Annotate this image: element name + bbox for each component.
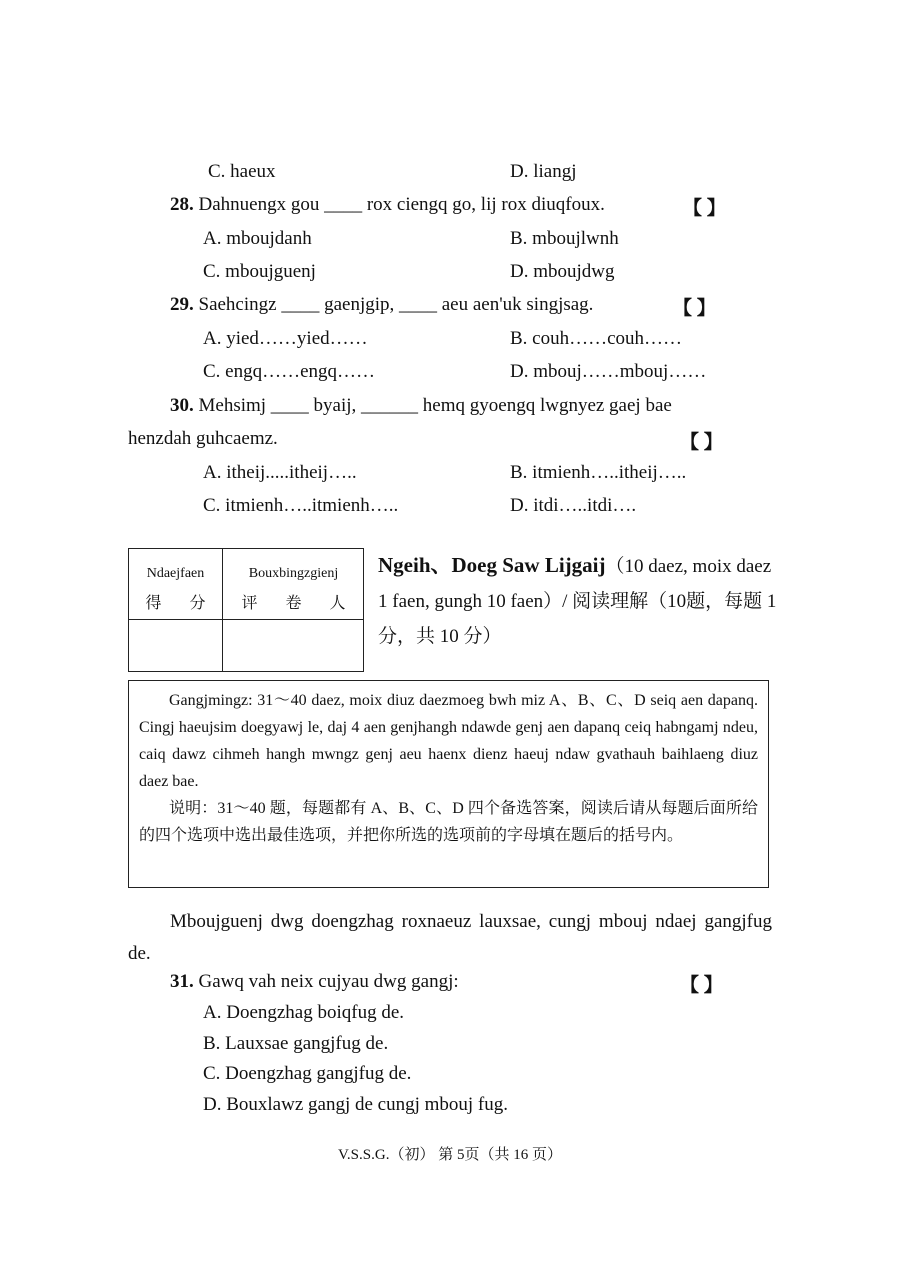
q27-option-c: C. haeux [208,161,276,182]
instructions-chinese: 说明：31～40 题，每题都有 A、B、C、D 四个备选答案，阅读后请从每题后面所给的四个选项中选出最佳选项，并把你所选的选项前的字母填在题后的括号内。 [139,800,758,844]
q27-option-d: D. liangj [510,161,577,182]
q28-option-b: B. mboujlwnh [510,228,619,249]
question-number: 29. [170,294,194,315]
q29-option-d: D. mbouj……mbouj…… [510,361,707,382]
q31-option-c: C. Doengzhag gangjfug de. [203,1063,412,1084]
q30-option-b: B. itmienh…..itheij….. [510,462,687,483]
answer-bracket: 【 】 [680,975,723,996]
answer-bracket: 【 】 [680,432,723,453]
question-number: 30. [170,395,194,416]
question-29 [170,293,593,317]
grader-label-cn: 评 卷 人 [241,595,358,612]
question-number: 28. [170,194,194,215]
section-title: Ngeih、Doeg Saw Lijgaij [378,553,606,577]
question-text: Dahnuengx gou ____ rox ciengq go, lij rox diuqfoux. [198,194,605,215]
question-31 [170,970,459,994]
grader-label: Bouxbingzgienj [248,566,339,581]
question-30-continued: henzdah guhcaemz. [128,428,278,449]
question-text: Mehsimj ____ byaij, ______ hemq gyoengq lwgnyez gaej bae [198,395,672,416]
question-text: Saehcingz ____ gaenjgip, ____ aeu aen'uk singjsag. [198,294,594,315]
score-label-cn: 得 分 [145,595,218,612]
q30-option-c: C. itmienh…..itmienh….. [203,495,399,516]
q30-option-d: D. itdi…..itdi…. [510,495,637,516]
question-number: 31. [170,971,194,992]
page-footer: V.S.S.G.（初） 第 5页（共 16 页） [338,1147,562,1163]
question-28 [170,193,605,217]
q29-option-b: B. couh……couh…… [510,328,683,349]
instructions-box [128,680,769,888]
q28-option-c: C. mboujguenj [203,261,316,282]
q31-option-b: B. Lauxsae gangjfug de. [203,1033,389,1054]
question-text: Gawq vah neix cujyau dwg gangj: [198,971,459,992]
q29-option-c: C. engq……engq…… [203,361,376,382]
section-heading [378,548,778,654]
answer-bracket: 【 】 [673,298,716,319]
section-details: （10 daez, moix daez 1 faen, gungh 10 faen）/ 阅读理解（10题，每题 1 分，共 10 分） [378,556,777,647]
grader-cell[interactable] [223,620,364,672]
q29-option-a: A. yied……yied…… [203,328,368,349]
score-table [128,548,364,672]
reading-passage: Mboujguenj dwg doengzhag roxnaeuz lauxsae, cungj mbouj ndaej gangjfug de. [128,911,772,964]
answer-bracket: 【 】 [683,198,726,219]
q28-option-a: A. mboujdanh [203,228,312,249]
q28-option-d: D. mboujdwg [510,261,615,282]
instructions-zhuang: Gangjmingz: 31～40 daez, moix diuz daezmoeg bwh miz A、B、C、D seiq aen dapanq. Cingj haeujsim doegyawj le, daj 4 aen genjhangh ndawde genj aen dapanq ceiq habngamj ndeu, caiq dawz cihmeh hangh mwngz genj aeu haenx dienz haeuj ndaw gvathauh baihlaeng diuz daez bae. [139,692,758,790]
q30-option-a: A. itheij.....itheij….. [203,462,357,483]
question-30 [170,394,672,418]
q31-option-a: A. Doengzhag boiqfug de. [203,1002,405,1023]
score-cell[interactable] [129,620,222,672]
q31-option-d: D. Bouxlawz gangj de cungj mbouj fug. [203,1094,509,1115]
score-label: Ndaejfaen [146,566,205,581]
